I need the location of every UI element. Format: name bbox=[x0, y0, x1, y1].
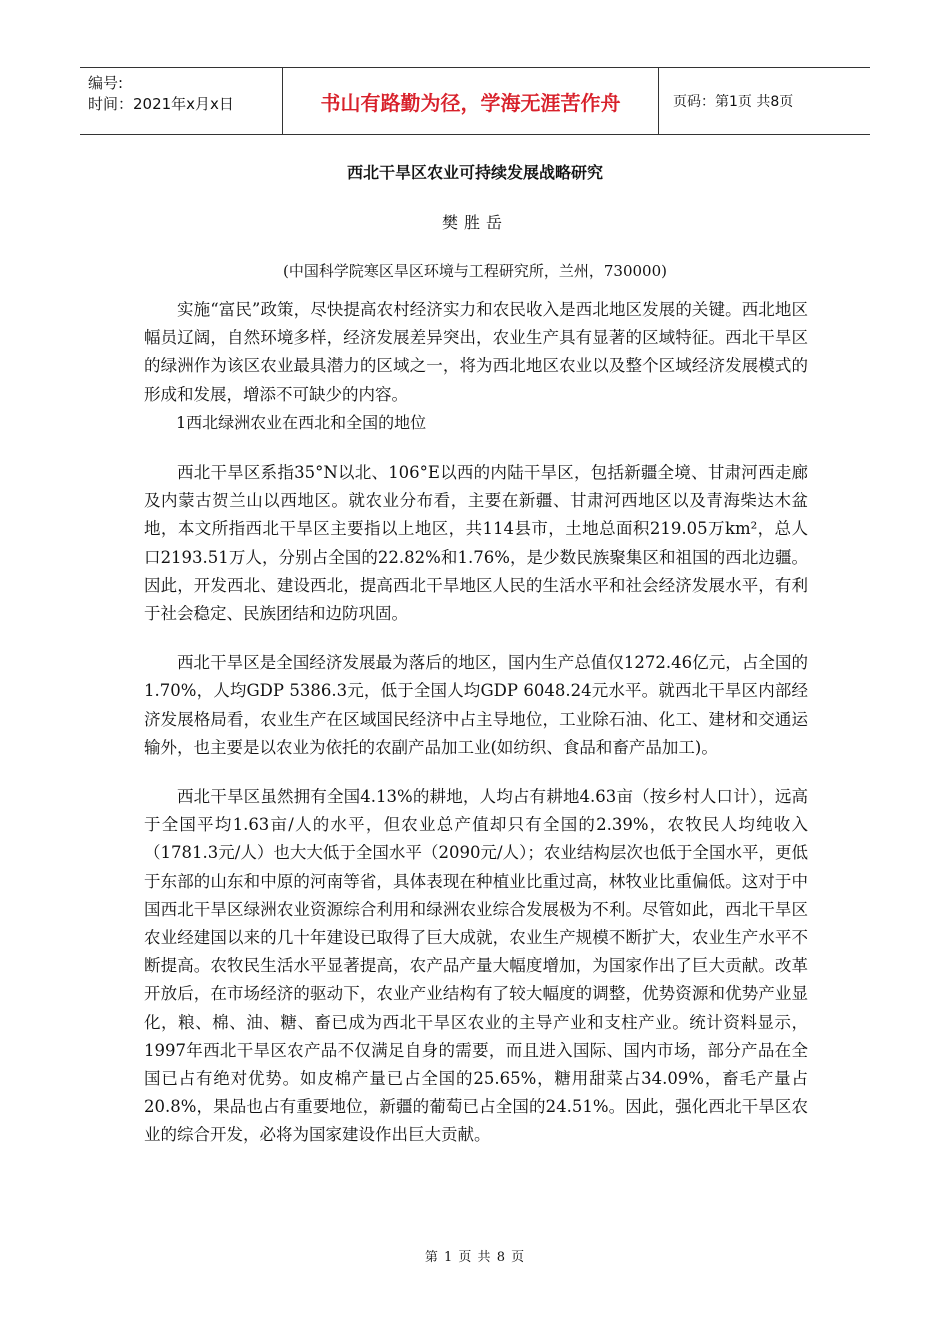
page-footer: 第 1 页 共 8 页 bbox=[424, 1250, 526, 1265]
article-author: 樊胜岳 bbox=[441, 213, 508, 232]
header-page-info: 页码：第1页 共8页 bbox=[673, 94, 794, 110]
header-meta bbox=[80, 68, 283, 134]
body-paragraph: 西北干旱区虽然拥有全国4.13%的耕地，人均占有耕地4.63亩（按乡村人口计），远高于全国平均1.63亩/人的水平，但农业总产值却只有全国的2.39%，农牧民人均纯收入（1781.3元/人）也大大低于全国水平（2090元/人）；农业结构层次也低于全国水平，更低于东部的山东和中原的河南等省，具体表现在种植业比重过高，林牧业比重偏低。这对于中国西北干旱区绿洲农业资源综合利用和绿洲农业综合发展极为不利。尽管如此，西北干旱区农业经建国以来的几十年建设已取得了巨大成就，农业生产规模不断扩大，农业生产水平不断提高。农牧民生活水平显著提高，农产品产量大幅度增加，为国家作出了巨大贡献。改革开放后，在市场经济的驱动下，农业产业结构有了较大幅度的调整，优势资源和优势产业显化，粮、棉、油、糖、畜已成为西北干旱区农业的主导产业和支柱产业。统计资料显示，1997年西北干旱区农产品不仅满足自身的需要，而且进入国际、国内市场，部分产品在全国已占有绝对优势。如皮棉产量已占全国的25.65%，糖用甜菜占34.09%，畜毛产量占20.8%，果品也占有重要地位，新疆的葡萄已占全国的24.51%。因此，强化西北干旱区农业的综合开发，必将为国家建设作出巨大贡献。 bbox=[144, 787, 808, 1145]
body-paragraph: 西北干旱区系指35°N以北、106°E以西的内陆干旱区，包括新疆全境、甘肃河西走廊及内蒙古贺兰山以西地区。就农业分布看，主要在新疆、甘肃河西地区以及青海柴达木盆地，本文所指西北干旱区主要指以上地区，共114县市，土地总面积219.05万km²，总人口2193.51万人，分别占全国的22.82%和1.76%，是少数民族聚集区和祖国的西北边疆。因此，开发西北、建设西北，提高西北干旱地区人民的生活水平和社会经济发展水平，有利于社会稳定、民族团结和边防巩固。 bbox=[144, 463, 808, 624]
page-header bbox=[80, 67, 870, 135]
document-time-label: 时间：2021年x月x日 bbox=[88, 95, 234, 113]
section-heading: 1西北绿洲农业在西北和全国的地位 bbox=[176, 412, 427, 432]
article-title: 西北干旱区农业可持续发展战略研究 bbox=[346, 163, 603, 182]
document-number-label: 编号: bbox=[88, 74, 124, 92]
header-motto: 书山有路勤为径，学海无涯苦作舟 bbox=[283, 68, 659, 134]
intro-paragraph: 实施“富民”政策，尽快提高农村经济实力和农民收入是西北地区发展的关键。西北地区幅员辽阔，自然环境多样，经济发展差异突出，农业生产具有显著的区域特征。西北干旱区的绿洲作为该区农业最具潜力的区域之一，将为西北地区农业以及整个区域经济发展模式的形成和发展，增添不可缺少的内容。 bbox=[144, 300, 808, 404]
article-affiliation: (中国科学院寒区旱区环境与工程研究所，兰州，730000) bbox=[283, 262, 667, 280]
article-body bbox=[144, 296, 808, 1150]
body-paragraph: 西北干旱区是全国经济发展最为落后的地区，国内生产总值仅1272.46亿元，占全国的1.70%，人均GDP 5386.3元，低于全国人均GDP 6048.24元水平。就西北干旱区内部经济发展格局看，农业生产在区域国民经济中占主导地位，工业除石油、化工、建材和交通运输外，也主要是以农业为依托的农副产品加工业(如纺织、食品和畜产品加工)。 bbox=[144, 653, 808, 757]
